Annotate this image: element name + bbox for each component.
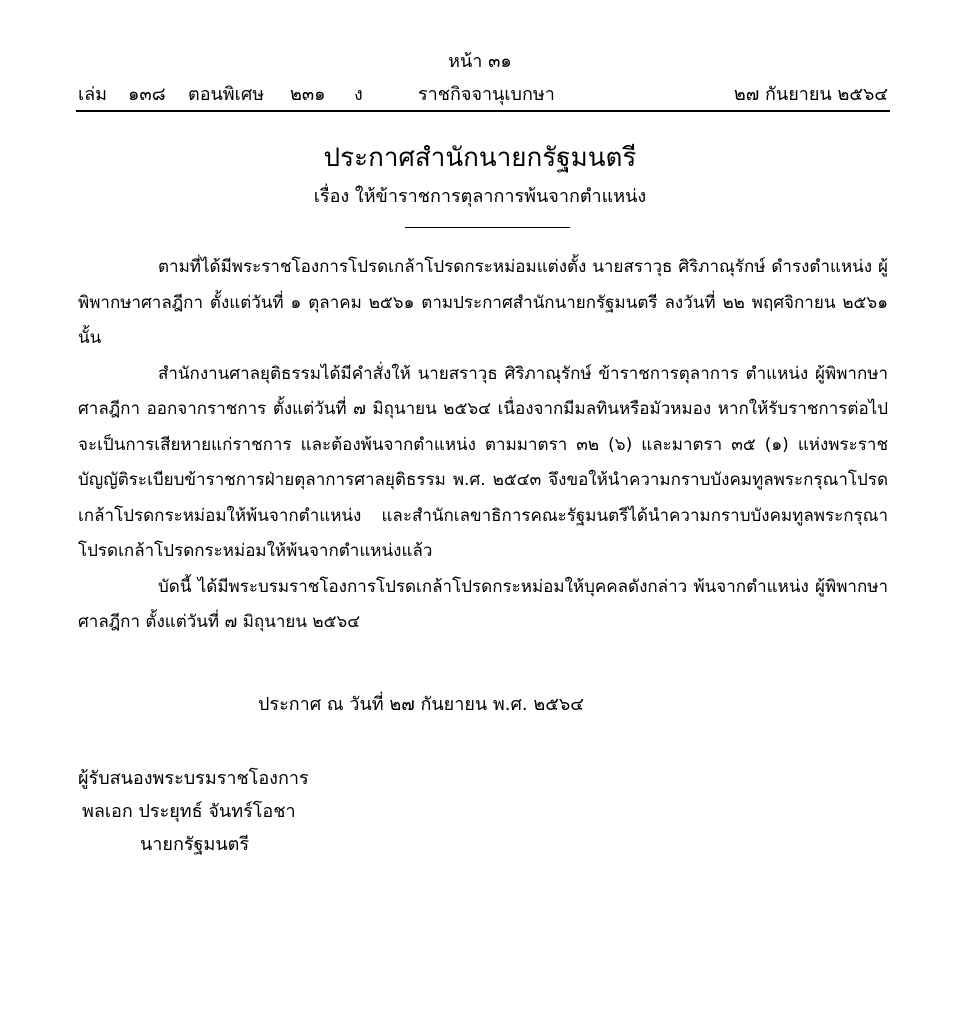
section-letter: ง: [354, 84, 363, 105]
gazette-name: ราชกิจจานุเบกษา: [418, 84, 555, 105]
section-label: ตอนพิเศษ: [188, 84, 265, 105]
countersign-label: ผู้รับสนองพระบรมราชโองการ: [78, 768, 309, 789]
volume-number: ๑๓๘: [128, 84, 166, 105]
proclamation-date: ประกาศ ณ วันที่ ๒๗ กันยายน พ.ศ. ๒๕๖๔: [258, 694, 584, 715]
body-paragraph: บัดนี้ ได้มีพระบรมราชโองการโปรดเกล้าโปรดกระหม่อมให้บุคคลดังกล่าว พ้นจากตำแหน่ง ผู้พิพากษาศาลฎีกา ตั้งแต่วันที่ ๗ มิถุนายน ๒๕๖๔: [78, 576, 888, 632]
subject-divider: [405, 227, 570, 228]
body-paragraph: สำนักงานศาลยุติธรรมได้มีคำสั่งให้ นายสราวุธ ศิริภาณุรักษ์ ข้าราชการตุลาการ ตำแหน่ง ผู้พิพากษาศาลฎีกา ออกจากราชการ ตั้งแต่วันที่ ๗ มิถุนายน ๒๕๖๔ เนื่องจากมีมลทินหรือมัวหมอง หากให้รับราชการต่อไปจะเป็นการเสียหายแก่ราชการ และต้องพ้นจากตำแหน่ง ตามมาตรา ๓๒ (๖) และมาตรา ๓๕ (๑) แห่งพระราชบัญญัติระเบียบข้าราชการฝ่ายตุลาการศาลยุติธรรม พ.ศ. ๒๕๔๓ จึงขอให้นำความกราบบังคมทูลพระกรุณาโปรดเกล้าโปรดกระหม่อมให้พ้นจากตำแหน่ง และสำนักเลขาธิการคณะรัฐมนตรีได้นำความกราบบังคมทูลพระกรุณาโปรดเกล้าโปรดกระหม่อมให้พ้นจากตำแหน่งแล้ว: [78, 363, 888, 561]
signatory-position: นายกรัฐมนตรี: [140, 834, 249, 855]
header-date: ๒๗ กันยายน ๒๕๖๔: [733, 84, 888, 105]
signatory-name: พลเอก ประยุทธ์ จันทร์โอชา: [82, 801, 296, 822]
document-subject: เรื่อง ให้ข้าราชการตุลาการพ้นจากตำแหน่ง: [313, 186, 647, 207]
header-divider: [76, 110, 890, 112]
body-paragraph: ตามที่ได้มีพระราชโองการโปรดเกล้าโปรดกระหม่อมแต่งตั้ง นายสราวุธ ศิริภาณุรักษ์ ดำรงตำแหน่ง ผู้พิพากษาศาลฎีกา ตั้งแต่วันที่ ๑ ตุลาคม ๒๕๖๑ ตามประกาศสำนักนายกรัฐมนตรี ลงวันที่ ๒๒ พฤศจิกายน ๒๕๖๑ นั้น: [78, 257, 888, 348]
document-body: [78, 250, 888, 641]
document-title: ประกาศสำนักนายกรัฐมนตรี: [323, 143, 637, 173]
section-number: ๒๓๑: [290, 84, 326, 105]
page-number: หน้า ๓๑: [448, 51, 512, 72]
volume-label: เล่ม: [78, 84, 108, 105]
